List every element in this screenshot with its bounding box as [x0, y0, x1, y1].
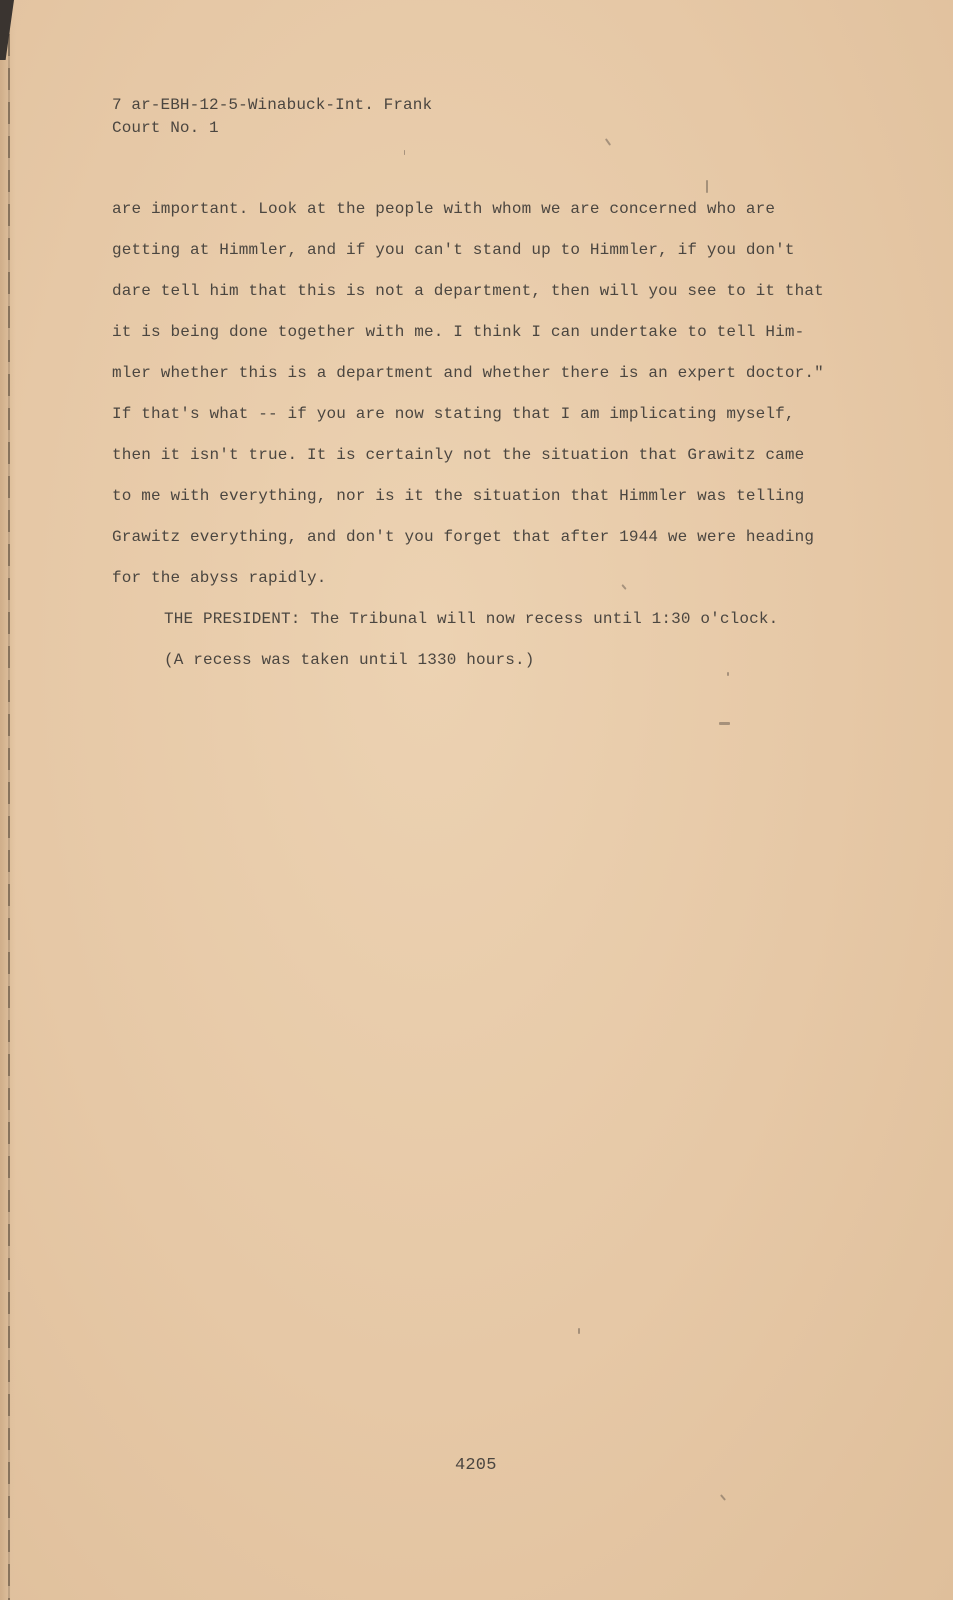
paper-speck [404, 150, 405, 155]
paper-speck [719, 722, 730, 725]
transcript-line: dare tell him that this is not a department, then will you see to it that [112, 282, 824, 300]
paper-speck [720, 1494, 726, 1501]
paper-speck [706, 180, 708, 193]
document-header [112, 94, 432, 140]
transcript-line: it is being done together with me. I think I can undertake to tell Him- [112, 323, 805, 341]
torn-left-edge [0, 0, 16, 1600]
transcript-line: then it isn't true. It is certainly not the situation that Grawitz came [112, 446, 805, 464]
paper-speck [605, 138, 611, 146]
transcript-line: mler whether this is a department and whether there is an expert doctor." [112, 364, 824, 382]
transcript-line: getting at Himmler, and if you can't stand up to Himmler, if you don't [112, 241, 795, 259]
paper-speck [578, 1328, 580, 1334]
president-statement: THE PRESIDENT: The Tribunal will now recess until 1:30 o'clock. [164, 610, 779, 628]
header-reference-line: 7 ar-EBH-12-5-Winabuck-Int. Frank [112, 96, 433, 114]
page-number: 4205 [455, 1456, 497, 1475]
transcript-line: Grawitz everything, and don't you forget that after 1944 we were heading [112, 528, 815, 546]
transcript-line: are important. Look at the people with whom we are concerned who are [112, 200, 776, 218]
recess-note: (A recess was taken until 1330 hours.) [164, 651, 535, 669]
transcript-line: for the abyss rapidly. [112, 569, 327, 587]
transcript-line: to me with everything, nor is it the situation that Himmler was telling [112, 487, 805, 505]
header-court-line: Court No. 1 [112, 119, 219, 137]
transcript-body [112, 198, 852, 690]
paper-speck [727, 672, 729, 676]
transcript-line: If that's what -- if you are now stating that I am implicating myself, [112, 405, 795, 423]
